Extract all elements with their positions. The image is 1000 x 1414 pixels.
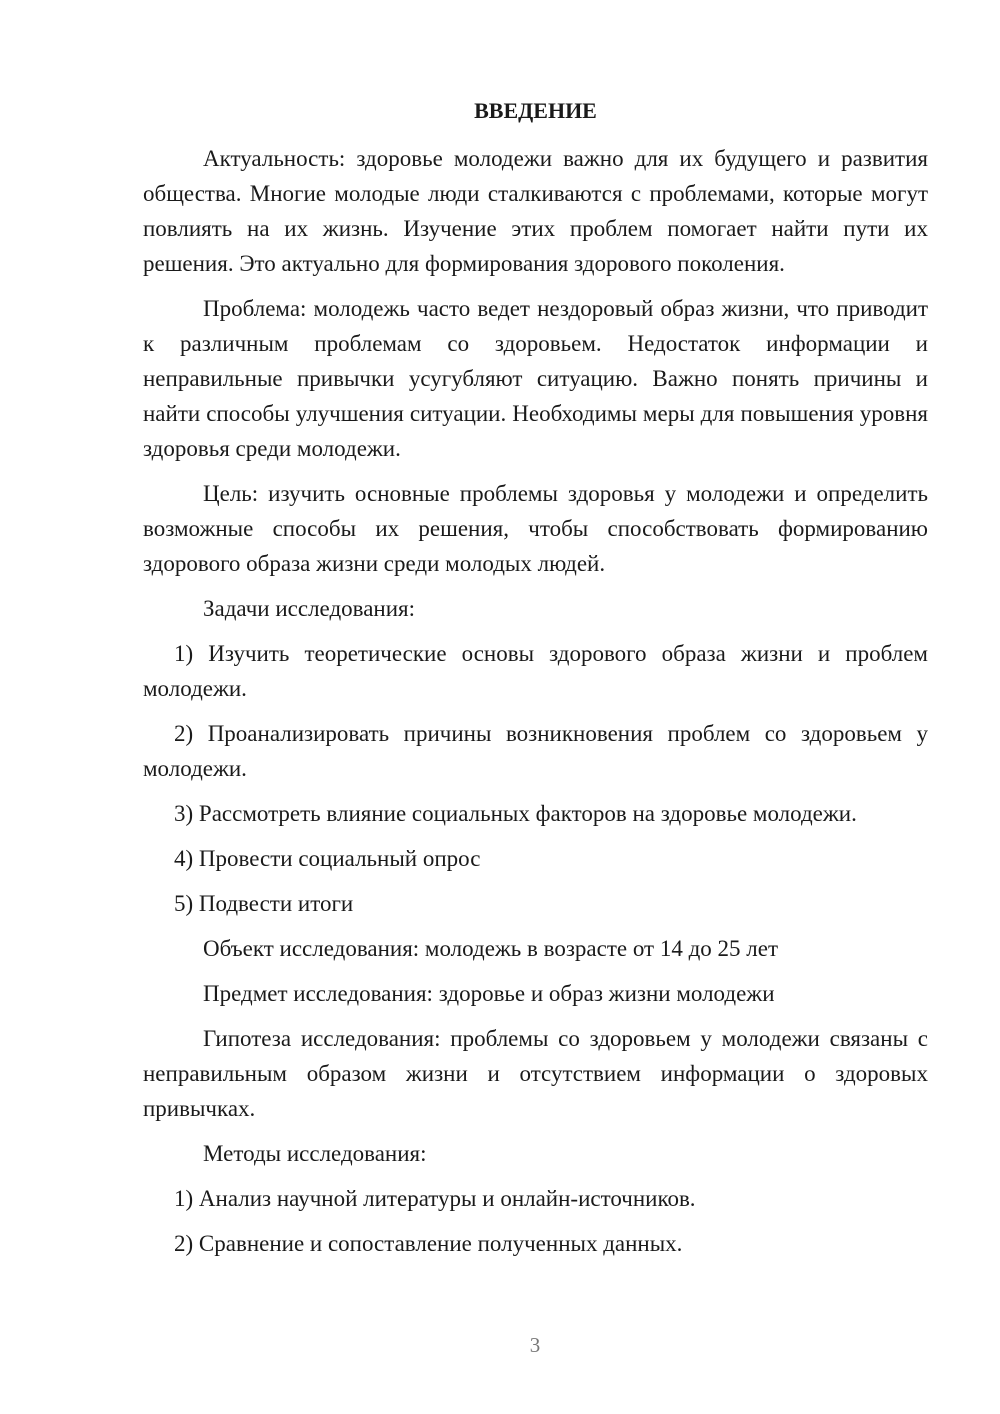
task-item: 1) Изучить теоретические основы здорового образа жизни и проблем молодежи. xyxy=(143,641,928,701)
goal-paragraph: Цель: изучить основные проблемы здоровья у молодежи и определить возможные способы их решения, чтобы способствовать формированию здорового образа жизни среди молодых людей. xyxy=(143,481,928,576)
page-number: 3 xyxy=(529,1333,541,1357)
subject-paragraph: Предмет исследования: здоровье и образ жизни молодежи xyxy=(203,981,775,1006)
hypothesis-paragraph: Гипотеза исследования: проблемы со здоровьем у молодежи связаны с неправильным образом жизни и отсутствием информации о здоровых привычках. xyxy=(143,1026,928,1121)
relevance-paragraph: Актуальность: здоровье молодежи важно для их будущего и развития общества. Многие молодые люди сталкиваются с проблемами, которые могут повлиять на их жизнь. Изучение этих проблем помогает найти пути их решения. Это актуально для формирования здорового поколения. xyxy=(143,146,928,276)
object-paragraph: Объект исследования: молодежь в возрасте от 14 до 25 лет xyxy=(203,936,779,961)
task-item: 2) Проанализировать причины возникновения проблем со здоровьем у молодежи. xyxy=(143,721,928,781)
method-item: 1) Анализ научной литературы и онлайн-источников. xyxy=(174,1186,696,1211)
task-item: 4) Провести социальный опрос xyxy=(174,846,481,871)
page-title: ВВЕДЕНИЕ xyxy=(474,98,597,123)
task-item: 3) Рассмотреть влияние социальных факторов на здоровье молодежи. xyxy=(174,801,857,826)
document-page xyxy=(143,95,928,1271)
task-item: 5) Подвести итоги xyxy=(174,891,354,916)
methods-heading: Методы исследования: xyxy=(203,1141,427,1166)
method-item: 2) Сравнение и сопоставление полученных данных. xyxy=(174,1231,683,1256)
tasks-heading: Задачи исследования: xyxy=(203,596,416,621)
problem-paragraph: Проблема: молодежь часто ведет нездоровый образ жизни, что приводит к различным проблемам со здоровьем. Недостаток информации и неправильные привычки усугубляют ситуацию. Важно понять причины и найти способы улучшения ситуации. Необходимы меры для повышения уровня здоровья среди молодежи. xyxy=(143,296,928,461)
